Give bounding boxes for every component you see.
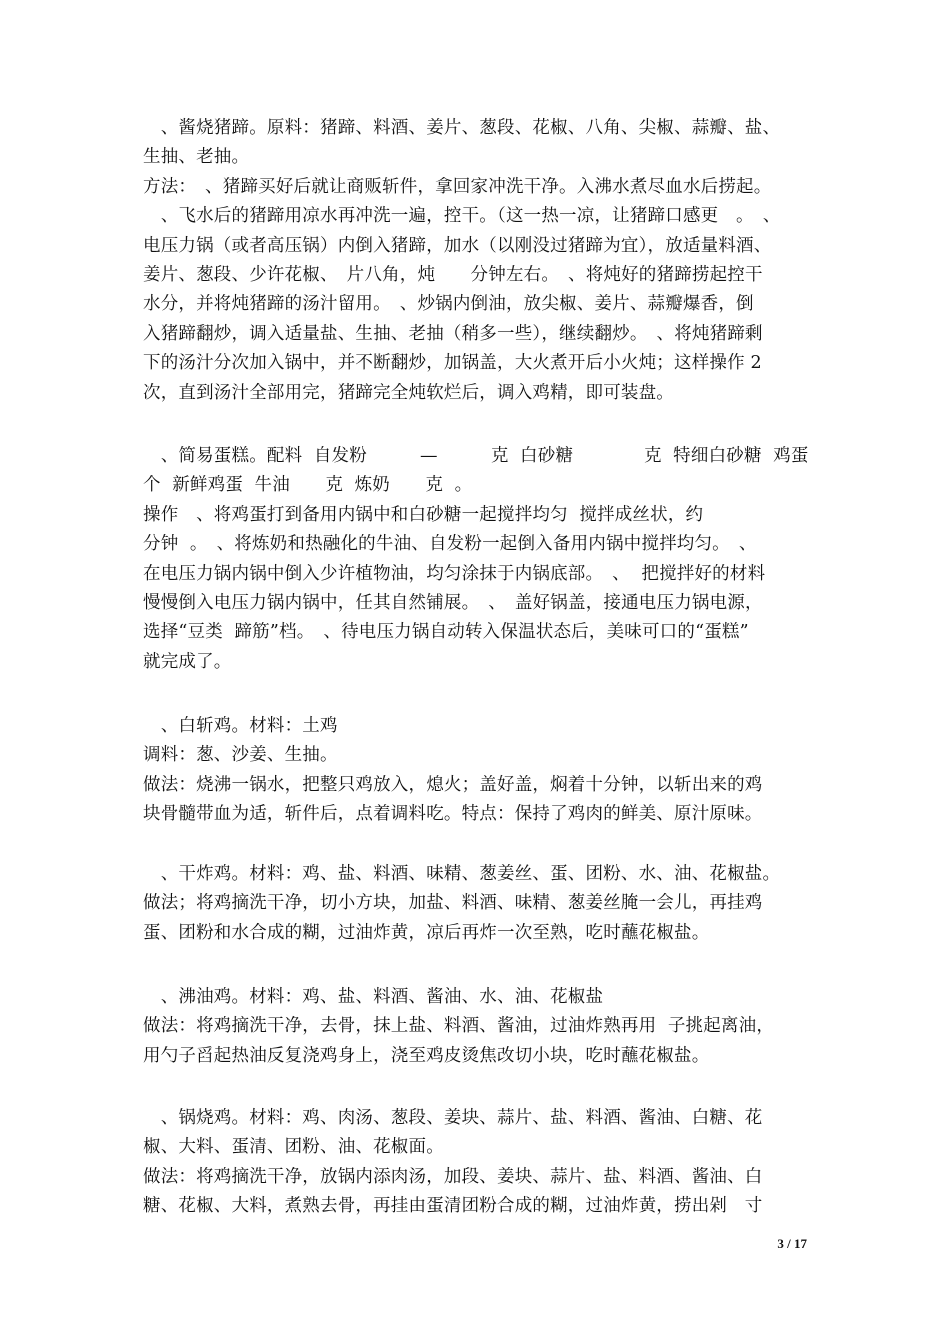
text-line: 、干炸鸡。材料：鸡、盐、料酒、味精、葱姜丝、蛋、团粉、水、油、花椒盐。 — [143, 864, 781, 884]
text-line: 慢慢倒入电压力锅内锅中，任其自然铺展。 、 盖好锅盖，接通电压力锅电源， — [143, 593, 763, 613]
text-line: 生抽、老抽。 — [143, 147, 250, 168]
text-line: 次，直到汤汁全部用完，猪蹄完全炖软烂后，调入鸡精，即可装盘。 — [143, 382, 674, 403]
text-line: 、酱烧猪蹄。原料：猪蹄、料酒、姜片、葱段、花椒、八角、尖椒、蒜瓣、盐、 — [143, 118, 781, 138]
page-number: 3 / 17 — [777, 1236, 807, 1251]
text-line: 用勺子舀起热油反复浇鸡身上，浇至鸡皮烫焦改切小块，吃时蘸花椒盐。 — [143, 1045, 710, 1066]
text-line: 就完成了。 — [143, 651, 232, 672]
text-line: 块骨髓带血为适，斩件后，点着调料吃。特点：保持了鸡肉的鲜美、原汁原味。 — [143, 804, 763, 825]
text-line: 操作 、将鸡蛋打到备用内锅中和白砂糖一起搅拌均匀 搅拌成丝状，约 — [143, 504, 704, 525]
text-line: 做法：将鸡摘洗干净，去骨，抹上盐、料酒、酱油，过油炸熟再用 子挑起离油， — [143, 1016, 775, 1037]
text-line: 做法：烧沸一锅水，把整只鸡放入，熄火；盖好盖，焖着十分钟，以斩出来的鸡 — [143, 774, 763, 795]
text-line: 在电压力锅内锅中倒入少许植物油，均匀涂抹于内锅底部。 、 把搅拌好的材料 — [143, 563, 766, 584]
text-line: 、飞水后的猪蹄用凉水再冲洗一遍，控干。（这一热一凉，让猪蹄口感更 。 、 — [143, 206, 781, 227]
text-line: 做法；将鸡摘洗干净，切小方块，加盐、料酒、味精、葱姜丝腌一会儿，再挂鸡 — [143, 893, 763, 914]
text-line: 水分，并将炖猪蹄的汤汁留用。 、炒锅内倒油，放尖椒、姜片、蒜瓣爆香，倒 — [143, 294, 754, 315]
text-line: 姜片、葱段、少许花椒、 片八角，炖 分钟左右。 、将炖好的猪蹄捞起控干 — [143, 265, 763, 285]
text-line: 个 新鲜鸡蛋 牛油 克 炼奶 克 。 — [143, 475, 473, 496]
text-line: 、白斩鸡。材料：土鸡 — [143, 716, 338, 736]
text-line: 、锅烧鸡。材料：鸡、肉汤、葱段、姜块、蒜片、盐、料酒、酱油、白糖、花 — [143, 1108, 763, 1128]
text-line: 糖、花椒、大料，煮熟去骨，再挂由蛋清团粉合成的糊，过油炸黄，捞出剁 寸 — [143, 1196, 763, 1217]
text-line: 做法：将鸡摘洗干净，放锅内添肉汤，加段、姜块、蒜片、盐、料酒、酱油、白 — [143, 1166, 763, 1187]
text-line: 入猪蹄翻炒，调入适量盐、生抽、老抽（稍多一些），继续翻炒。 、将炖猪蹄剩 — [143, 323, 763, 344]
text-line: 调料：葱、沙姜、生抽。 — [143, 745, 338, 766]
text-line: 椒、大料、蛋清、团粉、油、花椒面。 — [143, 1137, 444, 1158]
text-line: 电压力锅（或者高压锅）内倒入猪蹄，加水（以刚没过猪蹄为宜），放适量料酒、 — [143, 235, 772, 256]
text-line: 、简易蛋糕。配料 自发粉 — 克 白砂糖 克 特细白砂糖 鸡蛋 — [143, 446, 809, 466]
text-line: 选择“豆类 蹄筋”档。 、待电压力锅自动转入保温状态后，美味可口的“蛋糕” — [143, 622, 749, 643]
text-line: 、沸油鸡。材料：鸡、盐、料酒、酱油、水、油、花椒盐 — [143, 987, 604, 1007]
text-line: 分钟 。 、将炼奶和热融化的牛油、自发粉一起倒入备用内锅中搅拌均匀。 、 — [143, 534, 757, 555]
text-line: 下的汤汁分次加入锅中，并不断翻炒，加锅盖，大火煮开后小火炖；这样操作 2 — [143, 353, 762, 374]
text-line: 方法： 、猪蹄买好后就让商贩斩件，拿回家冲洗干净。入沸水煮尽血水后捞起。 — [143, 176, 772, 197]
text-line: 蛋、团粉和水合成的糊，过油炸黄，凉后再炸一次至熟，吃时蘸花椒盐。 — [143, 922, 710, 943]
